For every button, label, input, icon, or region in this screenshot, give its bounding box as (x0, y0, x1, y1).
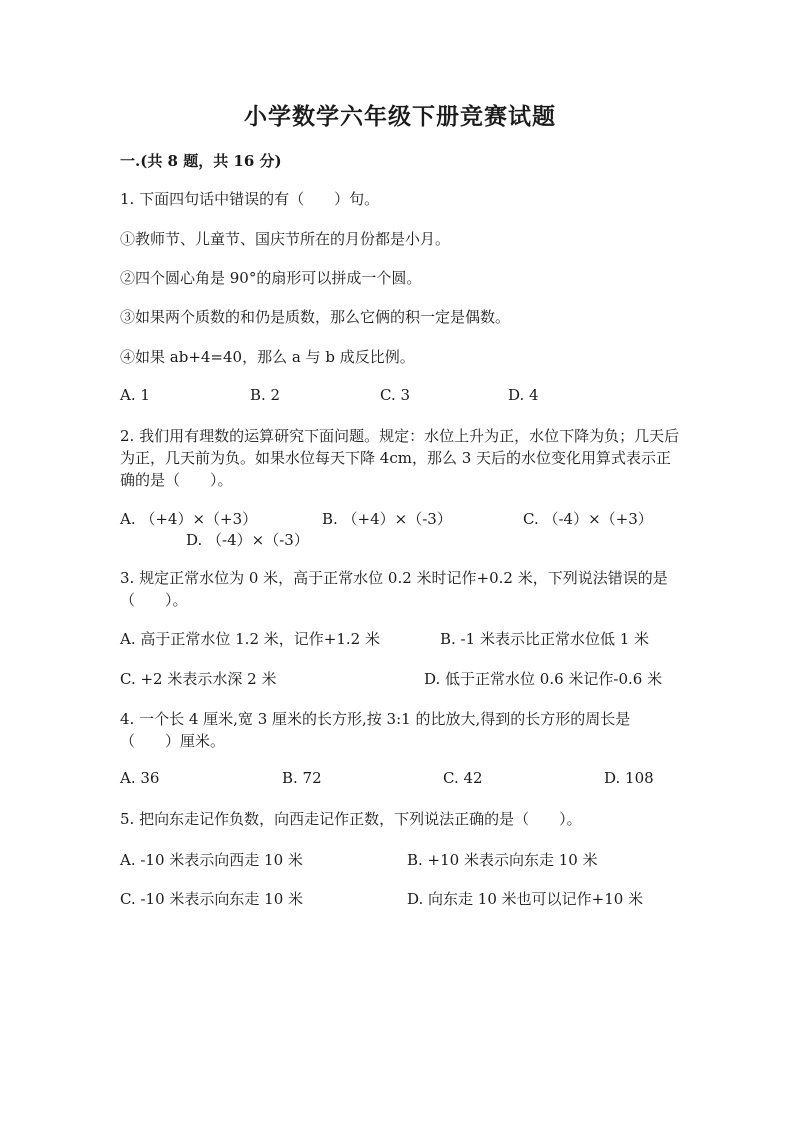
question-1-statement-4: ④如果 ab+4=40，那么 a 与 b 成反比例。 (120, 348, 415, 366)
question-4-option-a: A. 36 (120, 769, 160, 787)
question-5-option-b: B. +10 米表示向东走 10 米 (407, 851, 598, 869)
question-1-option-d: D. 4 (508, 386, 539, 404)
question-2-stem: 2. 我们用有理数的运算研究下面问题。规定：水位上升为正，水位下降为负；几天后为正，几天前为负。如果水位每天下降 4cm，那么 3 天后的水位变化用算式表示正确的是（ ）。 (120, 427, 680, 489)
question-5-option-d: D. 向东走 10 米也可以记作+10 米 (407, 890, 644, 908)
question-1-statement-3: ③如果两个质数的和仍是质数，那么它俩的积一定是偶数。 (120, 308, 511, 326)
question-3-option-a: A. 高于正常水位 1.2 米，记作+1.2 米 (120, 630, 380, 648)
question-2-option-d: D. （-4）×（-3） (186, 531, 309, 549)
question-2-option-b: B. （+4）×（-3） (322, 510, 452, 528)
question-3-option-d: D. 低于正常水位 0.6 米记作-0.6 米 (424, 670, 663, 688)
question-1-option-c: C. 3 (380, 386, 411, 404)
section-heading: 一.(共 8 题，共 16 分) (120, 152, 282, 170)
question-1-stem: 1. 下面四句话中错误的有（ ）句。 (120, 190, 380, 208)
page-title: 小学数学六年级下册竞赛试题 (244, 103, 556, 130)
question-4-option-c: C. 42 (443, 769, 483, 787)
question-4-option-d: D. 108 (604, 769, 654, 787)
question-5-option-a: A. -10 米表示向西走 10 米 (120, 851, 303, 869)
question-5-stem: 5. 把向东走记作负数，向西走记作正数，下列说法正确的是（ ）。 (120, 810, 582, 828)
question-1-statement-2: ②四个圆心角是 90°的扇形可以拼成一个圆。 (120, 269, 422, 287)
question-3-stem: 3. 规定正常水位为 0 米，高于正常水位 0.2 米时记作+0.2 米，下列说法错误的是（ ）。 (120, 569, 668, 609)
question-1-statement-1: ①教师节、儿童节、国庆节所在的月份都是小月。 (120, 230, 451, 248)
question-3-option-b: B. -1 米表示比正常水位低 1 米 (440, 630, 650, 648)
question-4-stem: 4. 一个长 4 厘米,宽 3 厘米的长方形,按 3:1 的比放大,得到的长方形的周长是（ ）厘米。 (120, 710, 631, 750)
question-1-option-a: A. 1 (120, 386, 150, 404)
question-4-option-b: B. 72 (282, 769, 322, 787)
question-3-option-c: C. +2 米表示水深 2 米 (120, 670, 277, 688)
question-2-option-c: C. （-4）×（+3） (523, 510, 653, 528)
question-1-option-b: B. 2 (250, 386, 281, 404)
question-5-option-c: C. -10 米表示向东走 10 米 (120, 890, 304, 908)
question-2-option-a: A. （+4）×（+3） (120, 510, 258, 528)
